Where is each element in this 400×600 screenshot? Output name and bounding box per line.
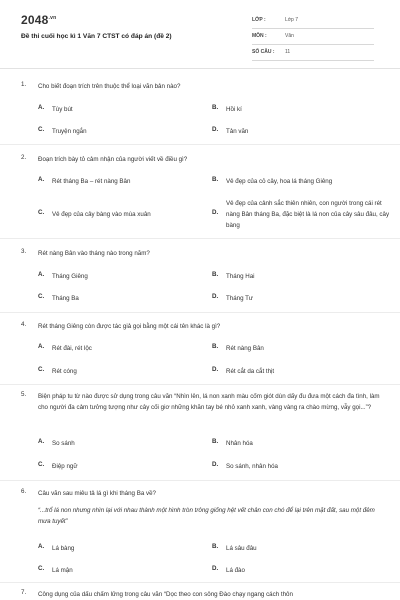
option-letter: A. <box>38 543 45 550</box>
option-text: Tháng Hai <box>226 273 255 280</box>
question-stem: Cho biết đoạn trích trên thuộc thể loại văn bản nào? <box>38 83 181 90</box>
meta-value: Văn <box>285 33 294 39</box>
option-text: Rét cắt da cắt thịt <box>226 368 275 375</box>
option-text: Lá sâu đâu <box>226 545 257 552</box>
option-text: Tùy bút <box>52 106 73 113</box>
question-number: 2. <box>21 154 27 161</box>
option-letter: A. <box>38 271 45 278</box>
option-text: Vẻ đẹp của cây bàng vào mùa xuân <box>52 211 151 218</box>
option-letter: D. <box>212 565 219 572</box>
question-divider <box>0 312 400 313</box>
question-stem: Rét tháng Giêng còn được tác giả gọi bằng một cái tên khác là gì? <box>38 323 221 330</box>
option-text: Tháng Giêng <box>52 273 88 280</box>
question-stem: Câu văn sau miêu tả lá gì khi tháng Ba về? <box>38 490 156 497</box>
option-letter: D. <box>212 293 219 300</box>
option-text: Truyện ngắn <box>52 128 87 135</box>
meta-label: SỐ CÂU : <box>252 49 275 55</box>
question-number: 3. <box>21 248 27 255</box>
option-letter: A. <box>38 176 45 183</box>
option-letter: A. <box>38 343 45 350</box>
question-stem: Biện pháp tu từ nào được sử dụng trong câu văn “Nhìn lên, lá non xanh màu cốm giót dùn dấy đu đưa một cách đa tình, làm cho người đa cảm tưởng tượng như cây cối giơ những khăn tay bé nhỏ xanh xanh, vàng vàng ra chào mừng, vẫy gọi...”? <box>38 393 380 411</box>
question-divider <box>0 480 400 481</box>
option-letter: B. <box>212 271 219 278</box>
option-text: So sánh, nhân hóa <box>226 463 278 470</box>
meta-value: 11 <box>285 49 291 55</box>
question-divider <box>0 238 400 239</box>
meta-row-subject <box>252 29 374 45</box>
option-letter: D. <box>212 126 219 133</box>
question-divider <box>0 582 400 583</box>
option-text: Lá đào <box>226 567 245 574</box>
option-letter: D. <box>212 366 219 373</box>
page-header <box>0 0 400 66</box>
header-divider <box>0 68 400 69</box>
exam-title: Đề thi cuối học kì 1 Văn 7 CTST có đáp án (đề 2) <box>21 33 172 40</box>
question-number: 5. <box>21 391 27 398</box>
question-number: 4. <box>21 321 27 328</box>
meta-value: Lớp 7 <box>285 17 299 23</box>
option-text: Tháng Tư <box>226 295 254 302</box>
site-logo[interactable] <box>21 13 56 27</box>
question-stem: Rét nàng Bân vào tháng nào trong năm? <box>38 250 150 257</box>
option-letter: C. <box>38 366 45 373</box>
meta-label: MÔN : <box>252 33 267 39</box>
option-letter: B. <box>212 176 219 183</box>
option-letter: A. <box>38 104 45 111</box>
option-text: Tháng Ba <box>52 295 79 302</box>
option-letter: B. <box>212 343 219 350</box>
option-letter: C. <box>38 209 45 216</box>
question-quote: “...trổ lá non nhưng nhìn lại với nhau thành một hình tròn trông giống hệt vết chân con chó để lại trên mặt đất, sau một đêm mưa tuyết” <box>38 507 375 525</box>
option-letter: D. <box>212 461 219 468</box>
meta-label: LỚP : <box>252 17 266 23</box>
option-letter: B. <box>212 438 219 445</box>
question-stem: Công dụng của dấu chấm lửng trong câu văn “Dọc theo con sông Đào chạy ngang cách thôn <box>38 591 293 598</box>
option-text: Hồi kí <box>226 106 242 113</box>
option-letter: B. <box>212 104 219 111</box>
option-letter: D. <box>212 209 219 216</box>
question-stem: Đoạn trích bày tỏ cảm nhận của người viết về điều gì? <box>38 156 188 163</box>
question-number: 1. <box>21 81 27 88</box>
option-text: Nhân hóa <box>226 440 253 447</box>
option-text: Điệp ngữ <box>52 463 78 470</box>
option-text: Vẻ đẹp của cảnh sắc thiên nhiên, con người trong cái rét nàng Bân tháng Ba, đặc biệt là lá non của cây sâu đâu, cây bàng <box>226 200 390 229</box>
option-text: Tản văn <box>226 128 249 135</box>
meta-row-question-count <box>252 45 374 61</box>
option-letter: C. <box>38 293 45 300</box>
logo-suffix: .vn <box>48 15 57 21</box>
option-text: Rét nàng Bân <box>226 345 264 352</box>
option-text: Rét đài, rét lộc <box>52 345 92 352</box>
question-divider <box>0 384 400 385</box>
option-text: Rét tháng Ba – rét nàng Bân <box>52 178 131 185</box>
meta-row-class <box>252 13 374 29</box>
option-text: Lá bàng <box>52 545 75 552</box>
option-text: Lá mận <box>52 567 73 574</box>
option-letter: B. <box>212 543 219 550</box>
option-letter: C. <box>38 126 45 133</box>
option-letter: C. <box>38 565 45 572</box>
question-number: 6. <box>21 488 27 495</box>
option-text: So sánh <box>52 440 75 447</box>
option-text: Rét cóng <box>52 368 77 375</box>
option-letter: C. <box>38 461 45 468</box>
option-text: Vẻ đẹp của cỏ cây, hoa lá tháng Giêng <box>226 178 333 185</box>
question-number: 7. <box>21 589 27 596</box>
question-divider <box>0 144 400 145</box>
logo-text: 2048 <box>21 13 49 27</box>
option-letter: A. <box>38 438 45 445</box>
exam-meta-table <box>252 13 374 61</box>
